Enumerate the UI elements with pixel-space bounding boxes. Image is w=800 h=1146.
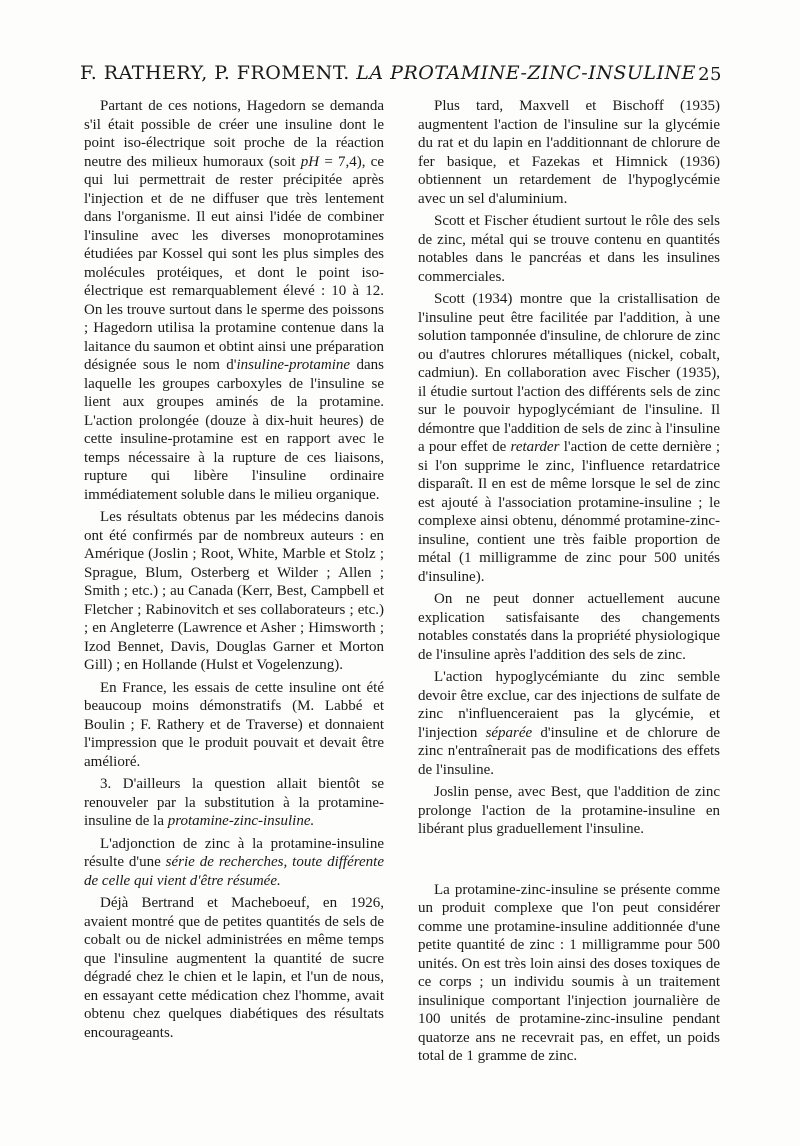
paragraph (418, 668, 720, 779)
paragraph: En France, les essais de cette insuline ont été beaucoup moins démonstratifs (M. Labbé et Boulin ; F. Rathery et de Traverse) et donnaient l'impression que le produit pouvait et devait être amélioré. (84, 679, 384, 770)
paragraph-text: L'action hypoglycémiante du zinc semble devoir être exclue, car des injections de sulfate de zinc n'influenceraient pas la glycémie, et l'injection (418, 669, 720, 741)
paragraph (418, 290, 720, 586)
page-number: 25 (698, 64, 722, 85)
paragraph-text: Scott (1934) montre que la cristallisation de l'insuline peut être facilitée par l'addition, à une solution tamponnée d'insuline, de chlorure de zinc ou d'autres chlorures métalliques (nickel, cobalt, cadmiun). En collaboration avec Fischer (1935), il étudie surtout l'action des différents sels de zinc sur le pouvoir hypoglycémiant de l'insuline. Il démontre que l'addition de sels de zinc à l'insuline a pour effet de (418, 291, 720, 455)
paragraph-text: Partant de ces notions, Hagedorn se demanda s'il était possible de créer une insuline dont le point iso-électrique soit proche de la réaction neutre des milieux humoraux (soit (84, 98, 384, 170)
emphasis-term: série de recherches, toute différente de celle qui vient d'être résumée. (84, 854, 384, 889)
paragraph-text: l'action de cette dernière ; si l'on supprime le zinc, l'influence retardatrice disparaît. Il en est de même lorsque le sel de zinc est ajouté à l'association protamine-insuline ; le complexe ainsi obtenu, dénommé protamine-zinc-insuline, contient une très faible proportion de métal (1 milligramme de zinc pour 500 unités d'insuline). (418, 439, 720, 585)
paragraph (84, 97, 384, 504)
running-header (80, 62, 722, 88)
paragraph-text: dans laquelle les groupes carboxyles de l'insuline se lient aux groupes aminés de la protamine. L'action prolongée (douze à dix-huit heures) de cette insuline-protamine est en rapport avec le temps nécessaire à la rupture de ces liaisons, rupture qui libère l'insuline ordinaire immédiatement soluble dans le milieu organique. (84, 357, 384, 503)
left-column (84, 97, 384, 1042)
emphasis-term: protamine-zinc-insuline. (167, 813, 315, 829)
header-authors: F. RATHERY, P. FROMENT. (80, 62, 350, 84)
paragraph-text: L'adjonction de zinc à la protamine-insuline résulte d'une (84, 835, 384, 870)
paragraph: Joslin pense, avec Best, que l'addition de zinc prolonge l'action de la protamine-insuline en libérant plus graduellement l'insuline. (418, 784, 720, 837)
paragraph: On ne peut donner actuellement aucune explication satisfaisante des changements notables constatés dans la propriété physiologique de l'insuline après l'addition des sels de zinc. (418, 591, 720, 663)
paragraph: La protamine-zinc-insuline se présente comme un produit complexe que l'on peut considérer comme une protamine-insuline additionnée d'une petite quantité de zinc : 1 milligramme pour 500 unités. On est très loin ainsi des doses toxiques de ce corps ; un individu soumis à un traitement insulinique comportant l'injection journalière de 100 unités de protamine-zinc-insuline pendant quatorze ans ne recevrait pas, en effet, un poids total de 1 gramme de zinc. (418, 881, 720, 1064)
emphasis-term: insuline-protamine (236, 357, 351, 373)
header-title: LA PROTAMINE-ZINC-INSULINE (356, 62, 696, 84)
paragraph: Déjà Bertrand et Macheboeuf, en 1926, avaient montré que de petites quantités de sels de cobalt ou de nickel administrées en même temps que l'insuline augmentent la quantité de sucre dégradé chez le chien et le lapin, et l'un de nous, en essayant cette médication chez l'homme, avait obtenu chez quelques diabétiques des résultats encourageants. (84, 895, 384, 1041)
paragraph: Les résultats obtenus par les médecins danois ont été confirmés par de nombreux auteurs : en Amérique (Joslin ; Root, White, Marble et Stolz ; Sprague, Blum, Osterberg et Wilder ; Allen ; Smith ; etc.) ; au Canada (Kerr, Best, Campbell et Fletcher ; Rabinovitch et ses collaborateurs ; etc.) ; en Angleterre (Lawrence et Asher ; Himsworth ; Izod Bennet, Davis, Douglas Garner et Morton Gill) ; en Hollande (Hulst et Vogelenzung). (84, 509, 384, 673)
emphasis-term: retarder (510, 439, 560, 455)
paragraph: Scott et Fischer étudient surtout le rôle des sels de zinc, métal qui se trouve contenu en quantités notables dans le pancréas et dans les insulines commerciales. (418, 213, 720, 285)
paragraph: Plus tard, Maxvell et Bischoff (1935) augmentent l'action de l'insuline sur la glycémie du rat et du lapin en l'additionnant de chlorure de fer basique, et Fazekas et Himnick (1936) obtiennent un retardement de l'hypoglycémie avec un sel d'aluminium. (418, 98, 720, 207)
paragraph (84, 775, 384, 831)
paragraph-text: d'insuline et de chlorure de zinc n'entraînerait pas de modifications des effets de l'insuline. (418, 724, 720, 778)
emphasis-term: séparée (485, 724, 533, 741)
ph-symbol: pH (300, 153, 320, 170)
right-column (418, 97, 720, 1066)
paragraph-text: = 7,4), ce qui lui permettrait de rester précipitée après l'injection et de ne diffuser que très lentement dans l'organisme. Il eut ainsi l'idée de combiner l'insuline avec les diverses monoprotamines étudiées par Kossel qui sont les plus simples des molécules protéiques, et dont le point iso-électrique est remarquablement élevé : 10 à 12. On les trouve surtout dans le sperme des poissons ; Hagedorn utilisa la protamine contenue dans la laitance du saumon et obtint ainsi une préparation désignée sous le nom d' (84, 153, 384, 373)
paragraph (84, 835, 384, 891)
paragraph-text: 3. D'ailleurs la question allait bientôt se renouveler par la substitution à la protamine-insuline de la (84, 776, 384, 829)
